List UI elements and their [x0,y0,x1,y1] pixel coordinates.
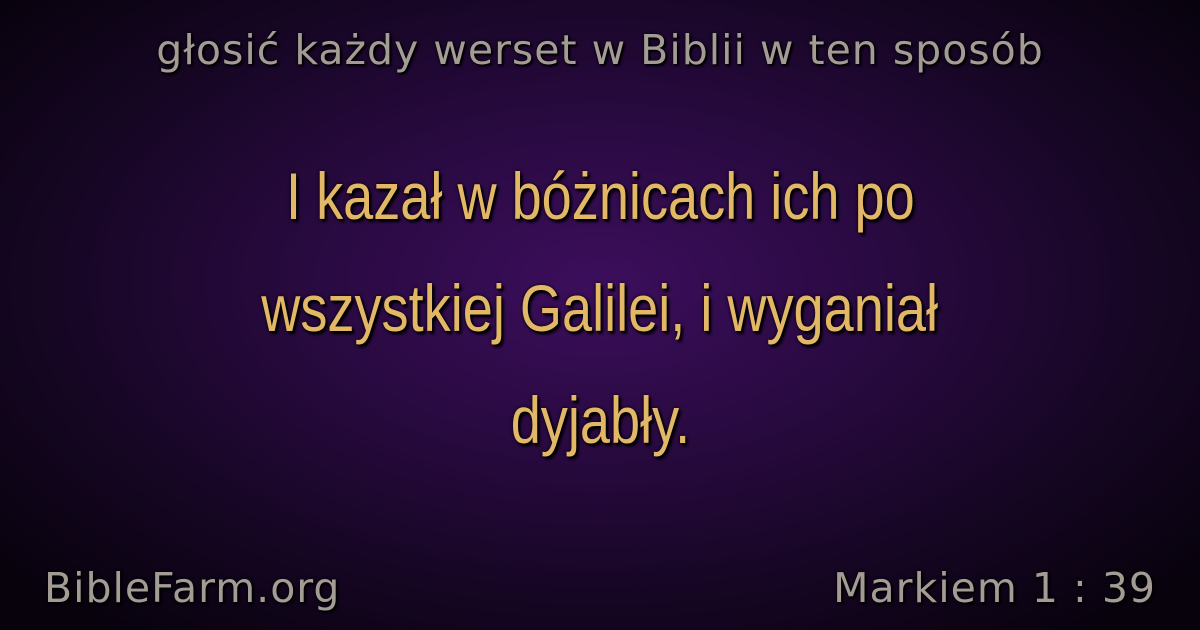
verse-reference: Markiem 1 : 39 [833,564,1156,612]
header-tagline: głosić każdy werset w Biblii w ten sposób [156,26,1044,74]
verse-line: dyjabły. [510,383,690,457]
site-name: BibleFarm.org [44,564,341,612]
verse-text [60,140,1140,476]
verse-line: I kazał w bóżnicach ich po [285,159,915,233]
verse-line: wszystkiej Galilei, i wyganiał [261,271,939,345]
